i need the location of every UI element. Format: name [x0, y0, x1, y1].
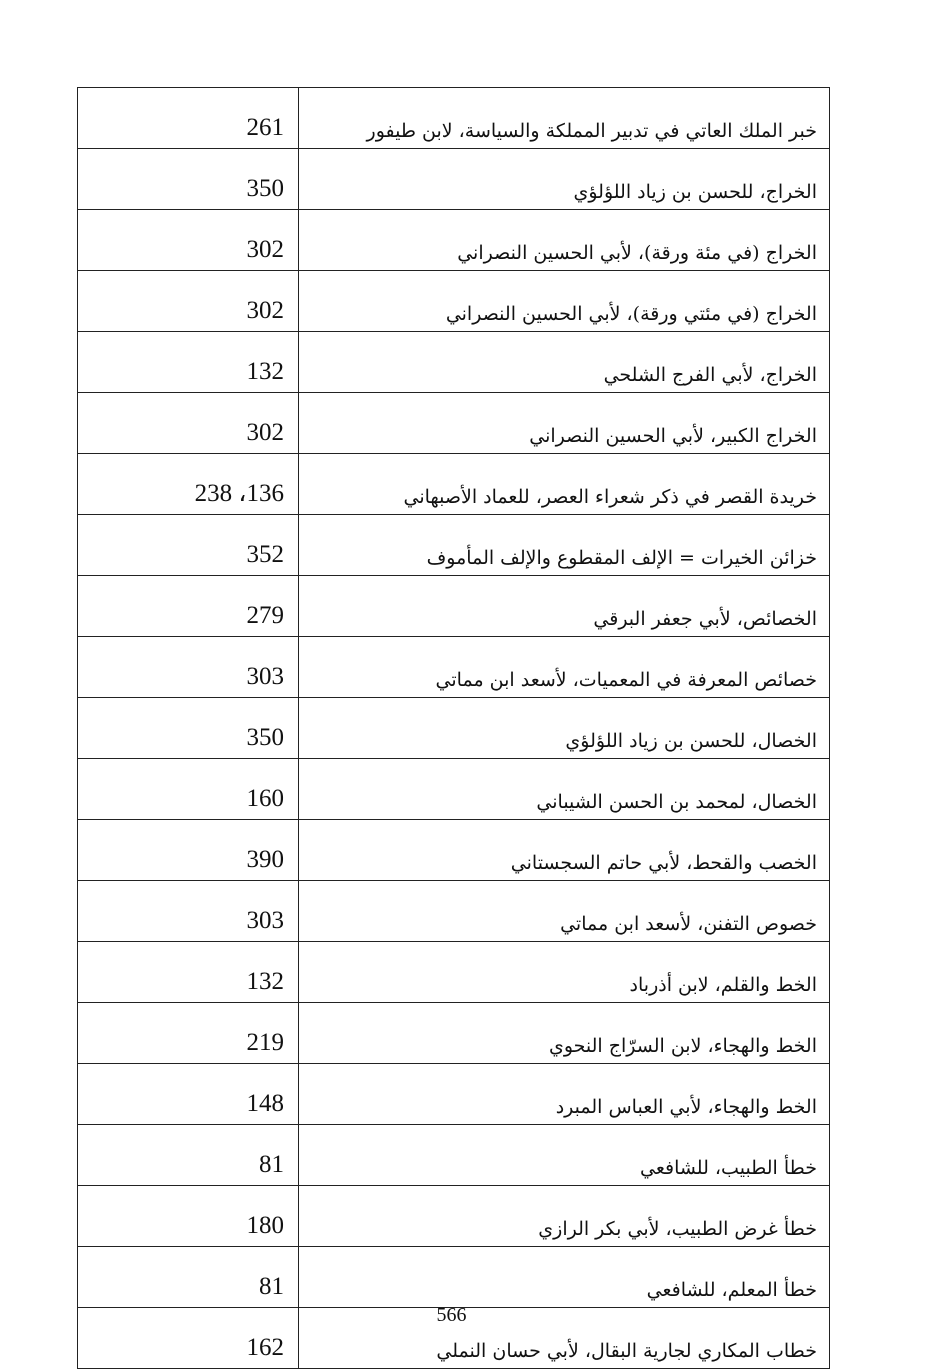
entry-title: الخراج (في مئة ورقة)، لأبي الحسين النصراني: [299, 210, 830, 271]
index-table: [77, 87, 830, 1369]
entry-page-numbers: 162: [78, 1308, 299, 1369]
entry-page-numbers: 81: [78, 1247, 299, 1308]
entry-title: خطأ غرض الطبيب، لأبي بكر الرازي: [299, 1186, 830, 1247]
entry-page-numbers: 219: [78, 1003, 299, 1064]
table-row: [78, 393, 830, 454]
entry-title: خبر الملك العاتي في تدبير المملكة والسياسة، لابن طيفور: [299, 88, 830, 149]
entry-page-numbers: 132: [78, 332, 299, 393]
entry-title: الخط والقلم، لابن أذرباد: [299, 942, 830, 1003]
table-row: [78, 332, 830, 393]
table-row: [78, 515, 830, 576]
table-row: [78, 1247, 830, 1308]
entry-title: الخصائص، لأبي جعفر البرقي: [299, 576, 830, 637]
entry-title: خصوص التفنن، لأسعد ابن مماتي: [299, 881, 830, 942]
table-row: [78, 576, 830, 637]
entry-title: خطاب المكاري لجارية البقال، لأبي حسان النملي: [299, 1308, 830, 1369]
entry-page-numbers: 303: [78, 637, 299, 698]
entry-page-numbers: 302: [78, 210, 299, 271]
entry-page-numbers: 279: [78, 576, 299, 637]
table-row: [78, 759, 830, 820]
table-row: [78, 881, 830, 942]
page-number: 566: [436, 1304, 467, 1326]
entry-title: الخراج، للحسن بن زياد اللؤلؤي: [299, 149, 830, 210]
table-row: [78, 698, 830, 759]
entry-page-numbers: 148: [78, 1064, 299, 1125]
table-row: [78, 271, 830, 332]
entry-page-numbers: 302: [78, 271, 299, 332]
table-row: [78, 1003, 830, 1064]
entry-title: الخط والهجاء، لابن السرّاج النحوي: [299, 1003, 830, 1064]
entry-page-numbers: 81: [78, 1125, 299, 1186]
entry-title: الخراج، لأبي الفرج الشلحي: [299, 332, 830, 393]
entry-page-numbers: 302: [78, 393, 299, 454]
entry-title: الخراج الكبير، لأبي الحسين النصراني: [299, 393, 830, 454]
table-row: [78, 454, 830, 515]
table-row: [78, 942, 830, 1003]
entry-title: الخراج (في مئتي ورقة)، لأبي الحسين النصراني: [299, 271, 830, 332]
entry-title: خطأ المعلم، للشافعي: [299, 1247, 830, 1308]
entry-page-numbers: 132: [78, 942, 299, 1003]
table-row: [78, 1125, 830, 1186]
entry-title: خصائص المعرفة في المعميات، لأسعد ابن مماتي: [299, 637, 830, 698]
entry-page-numbers: 390: [78, 820, 299, 881]
entry-title: خطأ الطبيب، للشافعي: [299, 1125, 830, 1186]
table-row: [78, 1064, 830, 1125]
table-row: [78, 149, 830, 210]
index-table-body: [78, 88, 830, 1369]
entry-page-numbers: 350: [78, 698, 299, 759]
table-row: [78, 637, 830, 698]
entry-title: الخصال، لمحمد بن الحسن الشيباني: [299, 759, 830, 820]
entry-page-numbers: 303: [78, 881, 299, 942]
entry-page-numbers: 261: [78, 88, 299, 149]
table-row: [78, 820, 830, 881]
table-row: [78, 88, 830, 149]
entry-title: خريدة القصر في ذكر شعراء العصر، للعماد الأصبهاني: [299, 454, 830, 515]
entry-page-numbers: 350: [78, 149, 299, 210]
entry-page-numbers: 160: [78, 759, 299, 820]
entry-title: الخصال، للحسن بن زياد اللؤلؤي: [299, 698, 830, 759]
entry-page-numbers: 180: [78, 1186, 299, 1247]
table-row: [78, 210, 830, 271]
entry-title: الخط والهجاء، لأبي العباس المبرد: [299, 1064, 830, 1125]
entry-page-numbers: 352: [78, 515, 299, 576]
entry-title: خزائن الخيرات = الإلف المقطوع والإلف المأموف: [299, 515, 830, 576]
entry-title: الخصب والقحط، لأبي حاتم السجستاني: [299, 820, 830, 881]
entry-page-numbers: 136، 238: [78, 454, 299, 515]
table-row: [78, 1186, 830, 1247]
